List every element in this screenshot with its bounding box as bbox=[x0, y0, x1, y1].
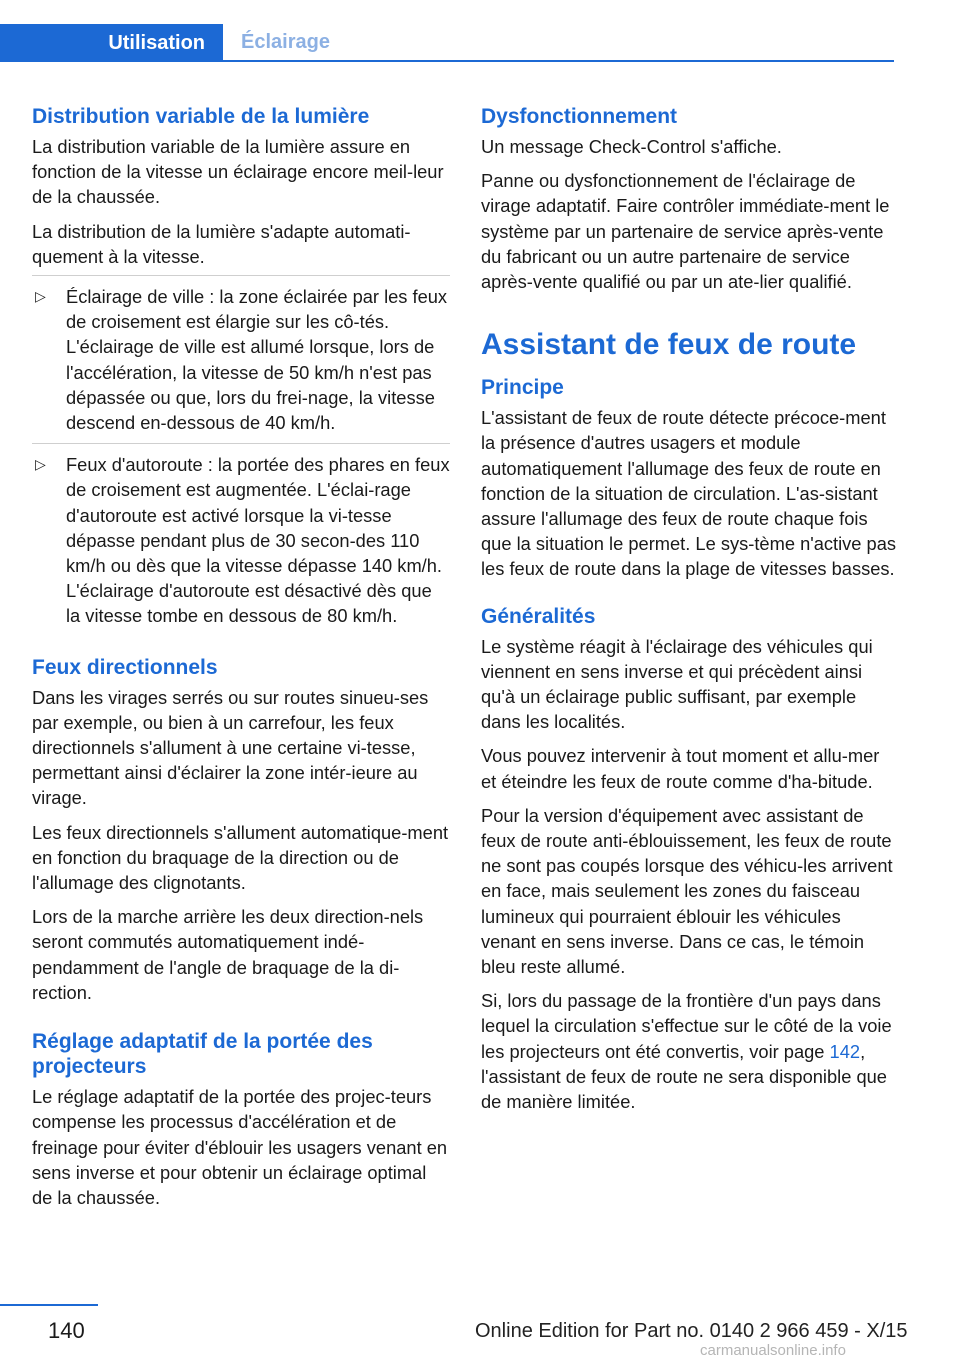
page-link[interactable]: 142 bbox=[829, 1040, 861, 1062]
list-item bbox=[32, 275, 450, 443]
bullet-list bbox=[32, 275, 450, 637]
list-item bbox=[32, 443, 450, 636]
paragraph: La distribution de la lumière s'adapte automati‐quement à la vitesse. bbox=[32, 220, 411, 267]
paragraph-text: , l'assistant de feux de route ne sera disponible que de manière limitée. bbox=[481, 1040, 887, 1113]
paragraph: Les feux directionnels s'allument automatique‐ment en fonction du braquage de la direction ou de l'allumage des clignotants. bbox=[32, 821, 449, 894]
paragraph: Panne ou dysfonctionnement de l'éclairage de virage adaptatif. Faire contrôler immédiate‐ment le système par un partenaire de service après-vente du fabricant ou un autre partenaire de service après-vente qualifié ou par un ate‐lier qualifié. bbox=[481, 170, 890, 293]
section-title-feux-directionnels: Feux directionnels bbox=[32, 655, 218, 679]
paragraph bbox=[481, 988, 899, 1114]
paragraph: Le réglage adaptatif de la portée des projec‐teurs compense les processus d'accélération et de freinage pour éviter d'éblouir les usagers venant en sens inverse et pour obtenir un éclairage optimal de la chaussée. bbox=[32, 1086, 448, 1208]
page-number: 140 bbox=[48, 1318, 85, 1343]
page-header bbox=[0, 24, 894, 62]
triangle-bullet-icon: ▷ bbox=[35, 456, 46, 473]
list-item-text: Feux d'autoroute : la portée des phares en feux de croisement est augmentée. L'éclai‐rage d'autoroute est activé lorsque la vi‐tesse dépasse pendant plus de 30 secon‐des 110 km/h ou dès que la vitesse dépasse 140 km/h. L'éclairage d'autoroute est désactivé dès que la vitesse tombe en dessous de 80 km/h. bbox=[66, 454, 450, 627]
chapter-title-assistant-feux-de-route: Assistant de feux de route bbox=[481, 328, 857, 362]
paragraph: Le système réagit à l'éclairage des véhicules qui viennent en sens inverse et qui précèdent ainsi qu'à un éclairage public suffisant, par exemple dans les localités. bbox=[481, 635, 873, 733]
right-column bbox=[481, 104, 899, 1123]
watermark: carmanualsonline.info bbox=[700, 1342, 846, 1359]
paragraph: Vous pouvez intervenir à tout moment et allu‐mer et éteindre les feux de route comme d'ha‐bitude. bbox=[481, 745, 880, 792]
paragraph: Pour la version d'équipement avec assistant de feux de route anti-éblouissement, les feux de route ne sont pas coupés lorsque des véhicu‐les arrivent en face, mais seulement les zones du faisceau lumineux qui pourraient éblouir les véhicules venant en sens inverse. Dans ce cas, le témoin bleu reste allumé. bbox=[481, 804, 893, 978]
paragraph: Dans les virages serrés ou sur routes sinueu‐ses par exemple, ou bien à un carrefour, les feux directionnels s'allument à une certaine vi‐tesse, permettant ainsi d'éclairer la zone intér‐ieure au virage. bbox=[32, 686, 429, 809]
section-title-principe: Principe bbox=[481, 376, 564, 400]
triangle-bullet-icon: ▷ bbox=[35, 288, 46, 305]
paragraph: L'assistant de feux de route détecte précoce‐ment la présence d'autres usagers et module automatiquement l'allumage des feux de route en fonction de la situation de circulation. L'as‐sistant assure l'allumage des feux de route chaque fois que la situation le permet. Le sys‐tème n'active pas les feux de route dans la plage de vitesses basses. bbox=[481, 407, 897, 580]
edition-text: Online Edition for Part no. 0140 2 966 459 - X/15 bbox=[475, 1320, 908, 1342]
tab-utilisation[interactable]: Utilisation bbox=[0, 24, 223, 62]
header-rule bbox=[0, 60, 894, 62]
paragraph: Un message Check-Control s'affiche. bbox=[481, 136, 782, 157]
tab-eclairage[interactable]: Éclairage bbox=[241, 30, 330, 53]
section-title-generalites: Généralités bbox=[481, 604, 596, 628]
paragraph: Lors de la marche arrière les deux direction‐nels seront commutés automatiquement indé‐pendamment de l'angle de braquage de la di‐rection. bbox=[32, 906, 424, 1003]
paragraph: La distribution variable de la lumière assure en fonction de la vitesse un éclairage encore meil‐leur de la chaussée. bbox=[32, 136, 444, 208]
footer-rule bbox=[0, 1304, 98, 1306]
section-title-distribution: Distribution variable de la lumière bbox=[32, 105, 370, 128]
section-title-dysfonctionnement: Dysfonctionnement bbox=[481, 105, 678, 128]
left-column bbox=[32, 104, 450, 1219]
list-item-text: Éclairage de ville : la zone éclairée par les feux de croisement est élargie sur les cô‐tés. L'éclairage de ville est allumé lorsque, lors de l'accélération, la vitesse de 50 km/h n'est pas dépassée ou que, lors du frei‐nage, la vitesse descend en-dessous de 40 km/h. bbox=[66, 286, 448, 434]
paragraph-text: Si, lors du passage de la frontière d'un pays dans lequel la circulation s'effectue sur le côté de la voie les projecteurs ont été convertis, voir page bbox=[481, 990, 892, 1062]
section-title-reglage-adaptatif: Réglage adaptatif de la portée des projecteurs bbox=[32, 1030, 373, 1079]
